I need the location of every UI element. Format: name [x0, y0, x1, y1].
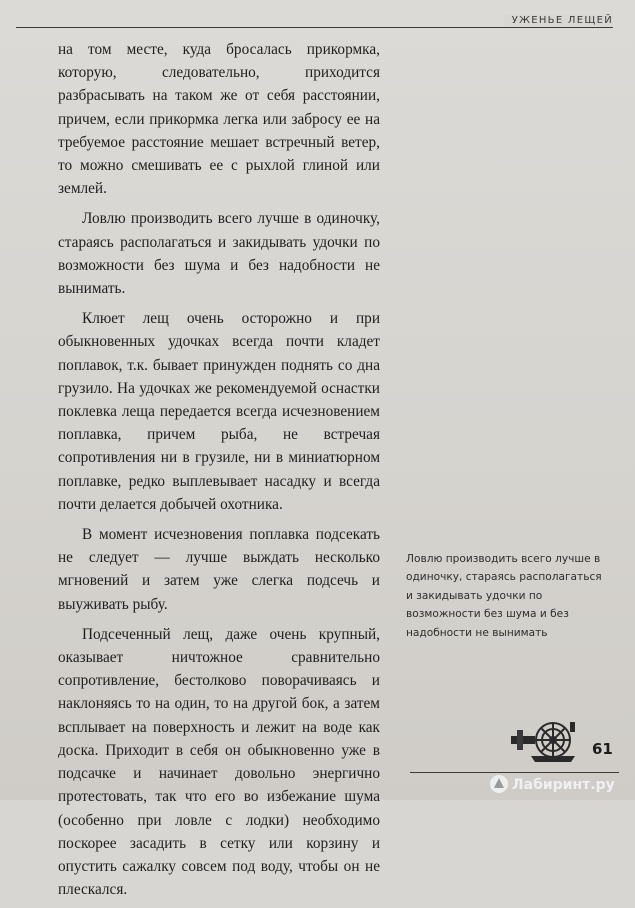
- paragraph-2: Ловлю производить всего лучше в одиночку, стараясь располагаться и закидывать удочки по возможности без шума и без надобности не вынимать.: [58, 210, 380, 298]
- paragraph-1: на том месте, куда бросалась прикормка, которую, следовательно, приходится разбрасывать на таком же от себя расстоянии, причем, если прикормка легка или забросу ее на требуемое расстояние мешает встречный ветер, то можно смешивать ее с рыхлой глиной или землей.: [58, 41, 380, 198]
- body-text: [58, 38, 380, 908]
- header-rule: [16, 27, 613, 28]
- running-header: УЖЕНЬЕ ЛЕЩЕЙ: [504, 15, 613, 26]
- paragraph-3: Клюет лещ очень осторожно и при обыкновенных удочках всегда почти кладет поплавок, т.к. бывает принужден поднять со дна грузило. На удочках же рекомендуемой оснастки поклевка леща передается всегда исчезновением поплавка, причем рыба, не встречая сопротивления ни в грузиле, ни в миниатюрном поплавке, редко выплевывает насадку и всегда почти делается добычей охотника.: [58, 310, 380, 513]
- pull-quote: Ловлю производить всего лучше в одиночку, стараясь располагаться и закидывать удочки по возможности без шума и без надобности не вынимать: [406, 553, 602, 639]
- page-number: 61: [592, 740, 613, 758]
- paragraph-4: В момент исчезновения поплавка подсекать не следует — лучше выждать несколько мгновений и затем уже слегка подсечь и выуживать рыбу.: [58, 526, 380, 613]
- watermark-logo: [488, 773, 628, 795]
- fishing-reel-icon: [509, 716, 581, 764]
- svg-text:Лабиринт.ру: Лабиринт.ру: [512, 777, 615, 793]
- paragraph-5: Подсеченный лещ, даже очень крупный, оказывает ничтожное сравнительно сопротивление, бестолково поворачиваясь и наклоняясь то на один, то на другой бок, а затем всплывает на поверхность и лежит на воде как доска. Приходит в себя он обыкновенно уже в подсачке и начинает довольно энергично протестовать, так что его во избежание шума (особенно при ловле с лодки) необходимо поскорее засадить в сетку или корзину и опустить сажалку совсем под воду, чтобы он не плескался.: [58, 625, 380, 899]
